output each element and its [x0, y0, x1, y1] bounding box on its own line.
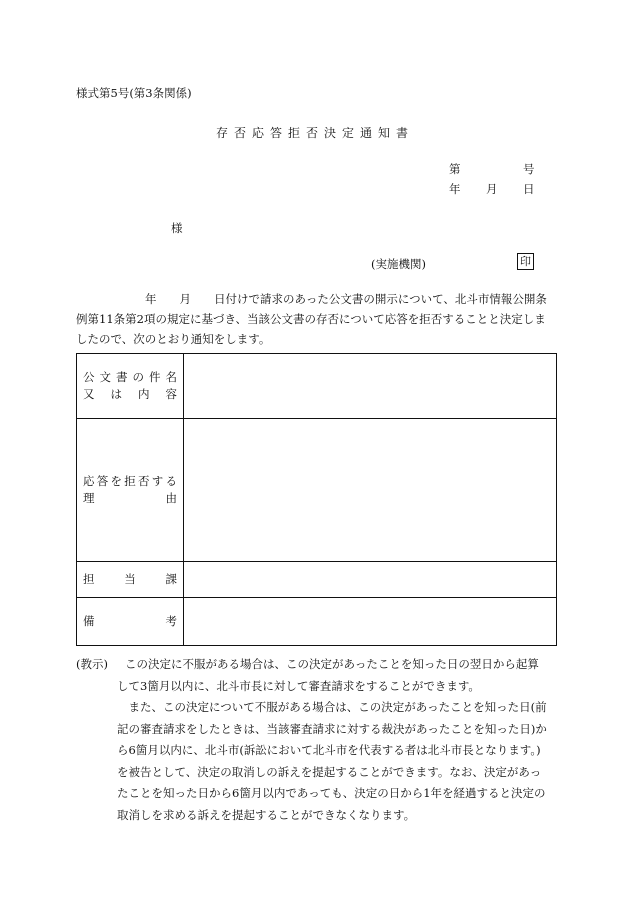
- body-line: 例第11条第2項の規定に基づき、当該公文書の存否について応答を拒否することと決定しま: [76, 312, 546, 326]
- addressee: 様: [171, 221, 183, 235]
- value-document-subject[interactable]: [184, 354, 557, 419]
- note-line: 記の審査請求をしたときは、当該審査請求に対する裁決があったことを知った日)か: [117, 721, 547, 736]
- table-row: [77, 562, 557, 598]
- label-department: [77, 562, 184, 598]
- date-month: 月: [486, 182, 498, 196]
- seal-mark: 印: [517, 253, 534, 270]
- table-row: [77, 354, 557, 419]
- value-department[interactable]: [184, 562, 557, 598]
- value-remarks[interactable]: [184, 598, 557, 646]
- instruction-paragraph: [117, 697, 563, 826]
- label-line: 応 答 を 拒 否 す る: [83, 474, 177, 488]
- note-line: を被告として、決定の取消しの訴えを提起することができます。なお、決定があっ: [117, 764, 542, 779]
- notice-body: [76, 289, 562, 349]
- label-line: 担 当 課: [83, 572, 177, 586]
- date-year: 年: [449, 182, 461, 196]
- note-line: また、この決定について不服がある場合は、この決定があったことを知った日(前: [117, 700, 547, 714]
- body-line: したので、次のとおり通知をします。: [76, 332, 271, 346]
- label-document-subject: [77, 354, 184, 419]
- instruction-heading: (教示): [76, 657, 108, 671]
- note-line: ら6箇月以内に、北斗市(訴訟において北斗市を代表する者は北斗市長となります。): [117, 743, 541, 757]
- value-refusal-reason[interactable]: [184, 419, 557, 562]
- label-line: 又 は 内 容: [83, 387, 177, 401]
- doc-number-prefix: 第: [449, 162, 461, 176]
- table-row: [77, 419, 557, 562]
- implementing-agency: (実施機関): [371, 257, 426, 271]
- document-title: 存否応答拒否決定通知書: [215, 126, 414, 140]
- body-line: 年 月 日付けで請求のあった公文書の開示について、北斗市情報公開条: [76, 292, 547, 306]
- form-number: 様式第5号(第3条関係): [76, 86, 192, 100]
- label-line: 公 文 書 の 件 名: [83, 370, 177, 384]
- label-line: 備 考: [83, 614, 177, 628]
- date-day: 日: [523, 182, 535, 196]
- note-line: この決定に不服がある場合は、この決定があったことを知った日の翌日から起算: [125, 657, 539, 671]
- note-line: して3箇月以内に、北斗市長に対して審査請求をすることができます。: [117, 678, 480, 693]
- label-remarks: [77, 598, 184, 646]
- notice-table: [76, 353, 557, 646]
- label-line: 理 由: [83, 491, 177, 505]
- note-line: 取消しを求める訴えを提起することができなくなります。: [117, 807, 416, 822]
- instruction-paragraph: [117, 654, 563, 697]
- doc-number-suffix: 号: [523, 162, 535, 176]
- note-line: たことを知った日から6箇月以内であっても、決定の日から1年を経過すると決定の: [117, 786, 546, 800]
- table-row: [77, 598, 557, 646]
- label-refusal-reason: [77, 419, 184, 562]
